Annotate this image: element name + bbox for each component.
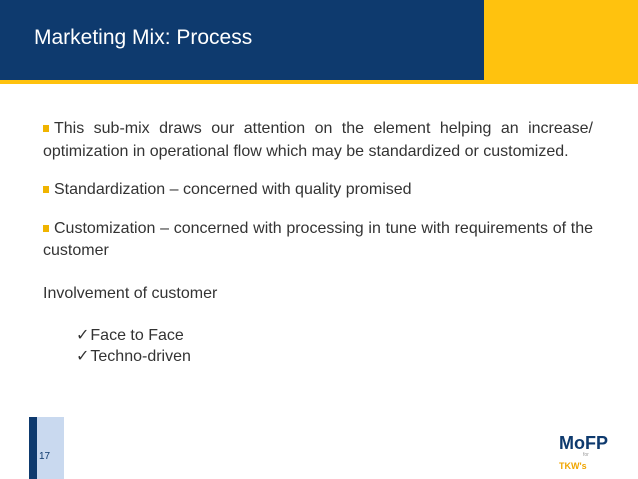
square-bullet-icon (43, 186, 49, 193)
slide-content (43, 118, 593, 367)
footer-left-bar (29, 417, 37, 479)
bullet-text-1: This sub-mix draws our attention on the element helping an increase/ optimization in operational flow which may be standardized or customized. (43, 120, 593, 160)
checklist-item (76, 325, 593, 346)
bullet-text-3: Customization – concerned with processing in tune with requirements of the customer (43, 219, 593, 259)
checkmark-icon: ✓ (76, 348, 90, 365)
logo-tagline: TKW's (559, 461, 587, 471)
header-divider-line (0, 80, 638, 84)
square-bullet-icon (43, 225, 49, 232)
checklist-item-label: Techno-driven (90, 348, 191, 365)
involvement-heading: Involvement of customer (43, 284, 218, 302)
footer-page-box (37, 417, 64, 479)
checklist-item (76, 346, 593, 367)
checklist-item-label: Face to Face (90, 327, 184, 344)
bullet-text-2: Standardization – concerned with quality promised (54, 181, 412, 198)
slide-title: Marketing Mix: Process (34, 26, 253, 49)
checkmark-icon: ✓ (76, 327, 90, 344)
square-bullet-icon (43, 125, 49, 132)
bullet-paragraph-2 (43, 179, 593, 202)
checklist (76, 325, 593, 367)
bullet-paragraph-3 (43, 218, 593, 263)
bullet-paragraph-1 (43, 118, 593, 163)
logo-subtext: for (583, 452, 589, 458)
header-accent-block (484, 0, 638, 80)
logo-text: MoFP (559, 433, 608, 453)
page-number: 17 (39, 451, 51, 462)
